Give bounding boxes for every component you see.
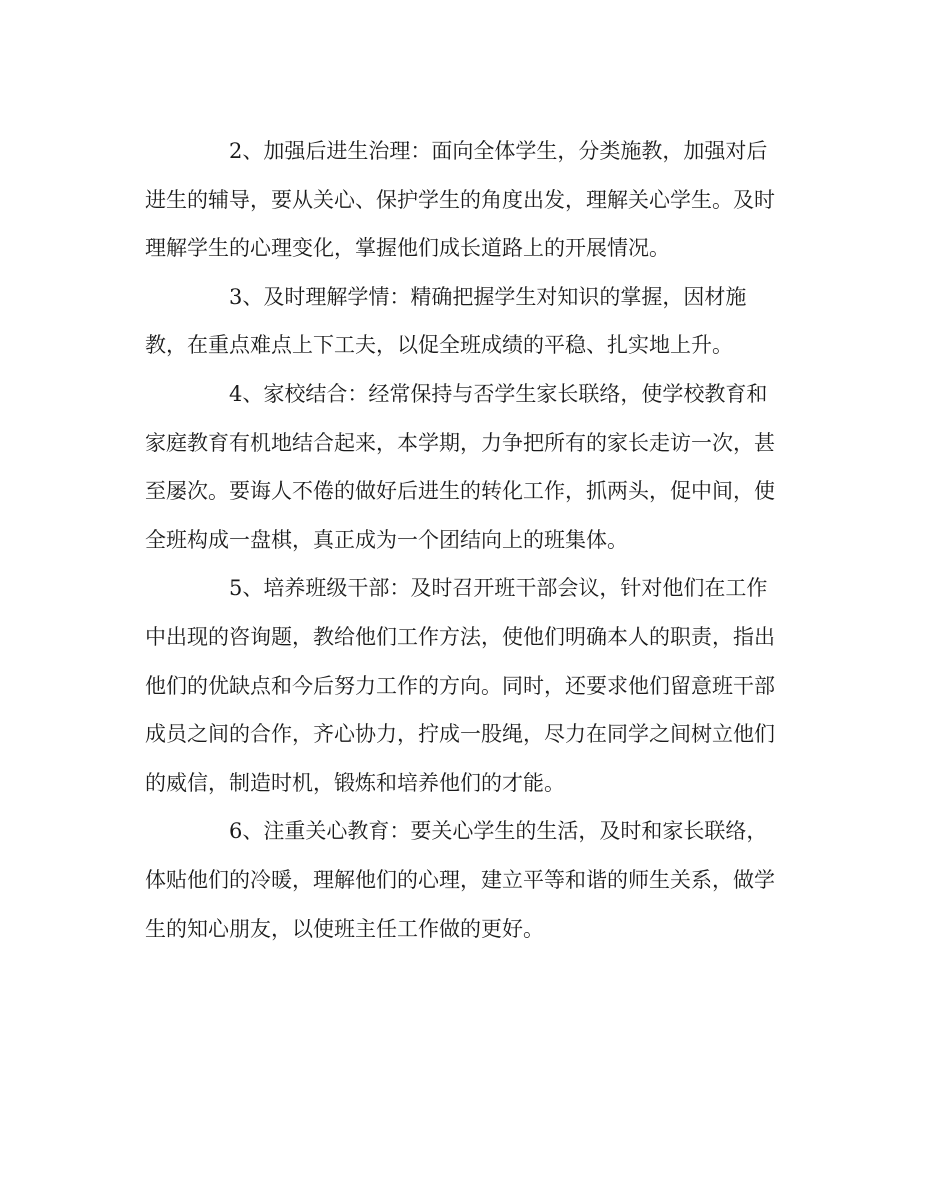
paragraph-class-cadres bbox=[145, 564, 805, 807]
paragraph-line: 他们的优缺点和今后努力工作的方向。同时，还要求他们留意班干部 bbox=[145, 673, 775, 698]
paragraph-line: 成员之间的合作，齐心协力，拧成一股绳，尽力在同学之间树立他们 bbox=[145, 722, 775, 747]
paragraph-line: 至屡次。要诲人不倦的做好后进生的转化工作，抓两头，促中间，使 bbox=[145, 479, 775, 504]
paragraph-care-education bbox=[145, 807, 805, 953]
paragraph-strengthen-underachievers bbox=[145, 127, 805, 273]
paragraph-line: 全班构成一盘棋，真正成为一个团结向上的班集体。 bbox=[145, 527, 628, 552]
paragraph-line: 5、培养班级干部：及时召开班干部会议，针对他们在工作 bbox=[229, 576, 768, 601]
paragraph-line: 6、注重关心教育：要关心学生的生活，及时和家长联络， bbox=[229, 819, 768, 844]
paragraph-understand-learning bbox=[145, 273, 805, 370]
paragraph-line: 中出现的咨询题，教给他们工作方法，使他们明确本人的职责，指出 bbox=[145, 624, 775, 649]
document-body bbox=[145, 127, 805, 953]
paragraph-home-school bbox=[145, 370, 805, 564]
paragraph-line: 理解学生的心理变化，掌握他们成长道路上的开展情况。 bbox=[145, 236, 670, 261]
paragraph-line: 生的知心朋友，以使班主任工作做的更好。 bbox=[145, 916, 544, 941]
paragraph-line: 的威信，制造时机，锻炼和培养他们的才能。 bbox=[145, 770, 565, 795]
paragraph-line: 体贴他们的冷暖，理解他们的心理，建立平等和谐的师生关系，做学 bbox=[145, 867, 775, 892]
paragraph-line: 进生的辅导，要从关心、保护学生的角度出发，理解关心学生。及时 bbox=[145, 187, 775, 212]
paragraph-line: 3、及时理解学情：精确把握学生对知识的掌握，因材施 bbox=[229, 284, 747, 309]
paragraph-line: 教，在重点难点上下工夫，以促全班成绩的平稳、扎实地上升。 bbox=[145, 333, 733, 358]
paragraph-line: 4、家校结合：经常保持与否学生家长联络，使学校教育和 bbox=[229, 381, 768, 406]
paragraph-line: 家庭教育有机地结合起来，本学期，力争把所有的家长走访一次，甚 bbox=[145, 430, 775, 455]
paragraph-line: 2、加强后进生治理：面向全体学生，分类施教，加强对后 bbox=[229, 139, 768, 163]
